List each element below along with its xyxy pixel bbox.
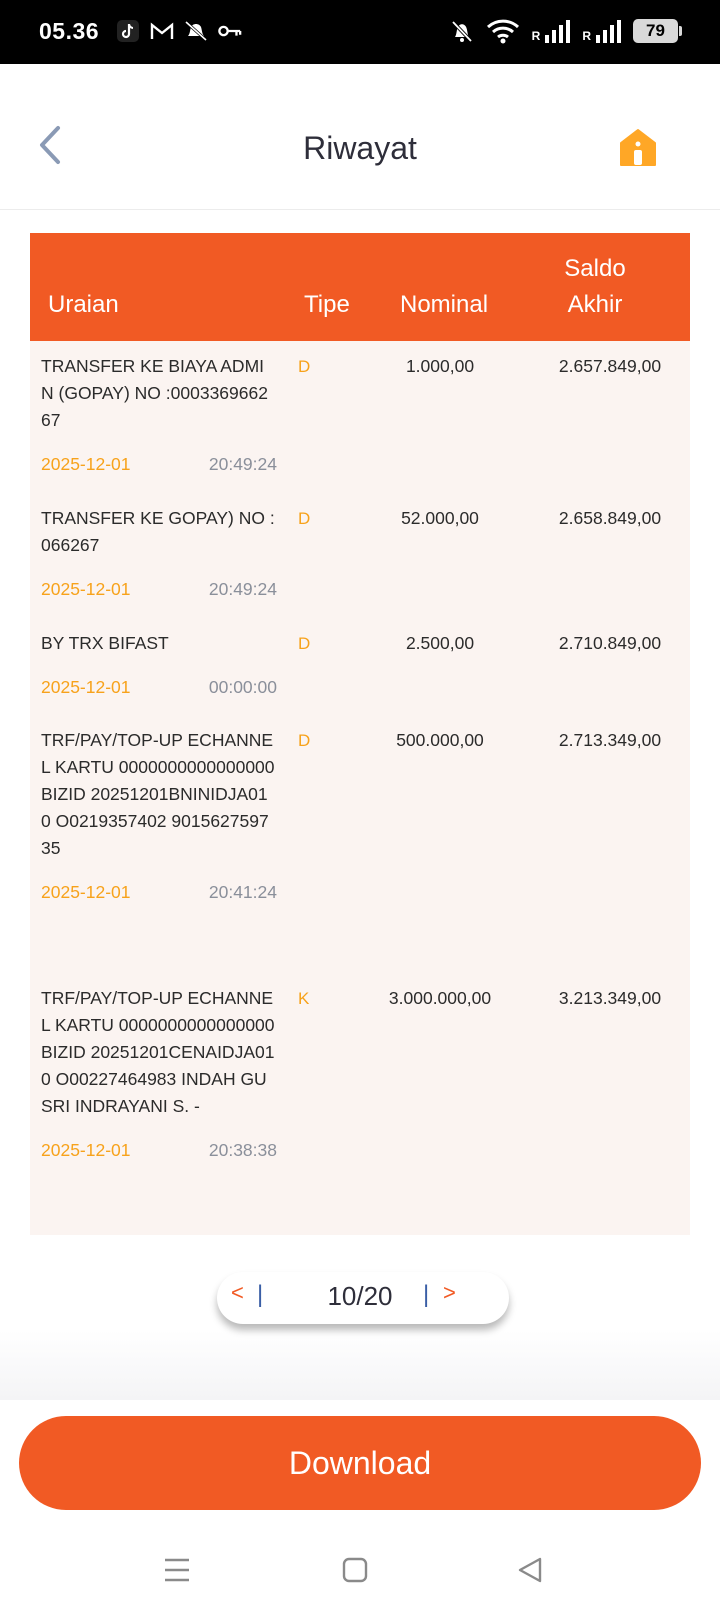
home-square-icon[interactable] — [333, 1550, 377, 1590]
row-saldo: 2.657.849,00 — [558, 356, 662, 376]
battery-level: 79 — [646, 21, 665, 40]
column-header-tipe: Tipe — [304, 291, 350, 318]
row-saldo: 2.658.849,00 — [558, 508, 662, 528]
pagination-separator: | — [423, 1281, 430, 1308]
prev-page-button[interactable]: < — [231, 1280, 244, 1305]
back-triangle-icon[interactable] — [508, 1550, 552, 1590]
row-description: TRANSFER KE BIAYA ADMIN (GOPAY) NO :000336966267 — [41, 356, 268, 430]
home-button[interactable] — [618, 128, 658, 168]
row-date: 2025-12-01 — [41, 677, 131, 697]
row-time: 20:49:24 — [208, 579, 277, 599]
row-description: TRF/PAY/TOP-UP ECHANNEL KARTU 0000000000000000 BIZID 20251201BNINIDJA010 O0219357402 901562759735 — [41, 730, 275, 858]
row-timestamp — [41, 882, 277, 903]
status-bar — [0, 0, 720, 64]
row-saldo: 2.713.349,00 — [558, 730, 662, 750]
transaction-table — [30, 233, 690, 1235]
row-nominal: 52.000,00 — [401, 508, 479, 528]
tiktok-icon — [116, 18, 140, 44]
signal-icon — [582, 19, 621, 43]
column-header-saldo-akhir — [560, 251, 630, 323]
row-saldo: 3.213.349,00 — [558, 988, 662, 1008]
battery-icon — [633, 19, 678, 43]
column-header-saldo-line2: Akhir — [567, 291, 623, 318]
row-type: D — [298, 634, 311, 653]
row-date: 2025-12-01 — [41, 882, 131, 902]
row-type: D — [298, 509, 311, 528]
row-nominal: 1.000,00 — [405, 356, 475, 376]
row-timestamp — [41, 677, 277, 698]
row-type: D — [298, 357, 311, 376]
pagination-separator: | — [257, 1281, 264, 1308]
table-row[interactable] — [30, 715, 690, 973]
table-row[interactable] — [30, 618, 690, 715]
row-time: 00:00:00 — [208, 677, 277, 697]
pagination — [217, 1272, 509, 1324]
column-header-nominal: Nominal — [400, 291, 489, 318]
row-description: BY TRX BIFAST — [41, 633, 169, 653]
notification-icons — [116, 18, 242, 44]
row-timestamp — [41, 1140, 277, 1161]
notification-muted-icon — [184, 18, 208, 44]
home-icon — [618, 128, 658, 168]
roaming-label: R — [531, 29, 541, 43]
page-indicator: 10/20 — [327, 1281, 393, 1311]
table-row[interactable] — [30, 341, 690, 493]
table-row[interactable] — [30, 493, 690, 618]
download-button[interactable]: Download — [19, 1416, 701, 1510]
app-header — [0, 64, 720, 210]
next-page-button[interactable]: > — [443, 1280, 456, 1305]
row-saldo: 2.710.849,00 — [558, 633, 662, 653]
menu-icon[interactable] — [155, 1550, 199, 1590]
row-date: 2025-12-01 — [41, 579, 131, 599]
table-header — [30, 233, 690, 341]
column-header-saldo-line1: Saldo — [564, 255, 626, 282]
row-nominal: 2.500,00 — [405, 633, 475, 653]
background-fade — [0, 1330, 720, 1400]
roaming-label: R — [582, 29, 591, 43]
gmail-icon — [150, 18, 174, 44]
signal-icon — [532, 19, 571, 43]
row-type: K — [298, 989, 310, 1008]
page-title: Riwayat — [303, 130, 417, 166]
clock: 05.36 — [39, 18, 100, 44]
row-description: TRANSFER KE GOPAY) NO :066267 — [41, 508, 275, 555]
row-time: 20:41:24 — [208, 882, 277, 902]
row-description: TRF/PAY/TOP-UP ECHANNEL KARTU 0000000000000000 BIZID 20251201CENAIDJA010 O00227464983 INDAH GUSRI INDRAYANI S. - — [41, 988, 275, 1116]
table-body — [30, 341, 690, 1235]
row-timestamp — [41, 454, 277, 475]
table-row[interactable] — [30, 973, 690, 1235]
row-time: 20:38:38 — [208, 1140, 277, 1160]
bell-off-icon — [450, 18, 474, 44]
column-header-uraian: Uraian — [48, 291, 119, 318]
wifi-icon — [486, 18, 520, 44]
row-nominal: 500.000,00 — [396, 730, 484, 750]
row-date: 2025-12-01 — [41, 454, 131, 474]
system-nav-bar — [0, 1530, 720, 1612]
system-indicators — [450, 18, 678, 44]
row-nominal: 3.000.000,00 — [388, 988, 492, 1008]
row-timestamp — [41, 579, 277, 600]
key-icon — [218, 18, 242, 44]
row-type: D — [298, 731, 311, 750]
row-time: 20:49:24 — [208, 454, 277, 474]
row-date: 2025-12-01 — [41, 1140, 131, 1160]
